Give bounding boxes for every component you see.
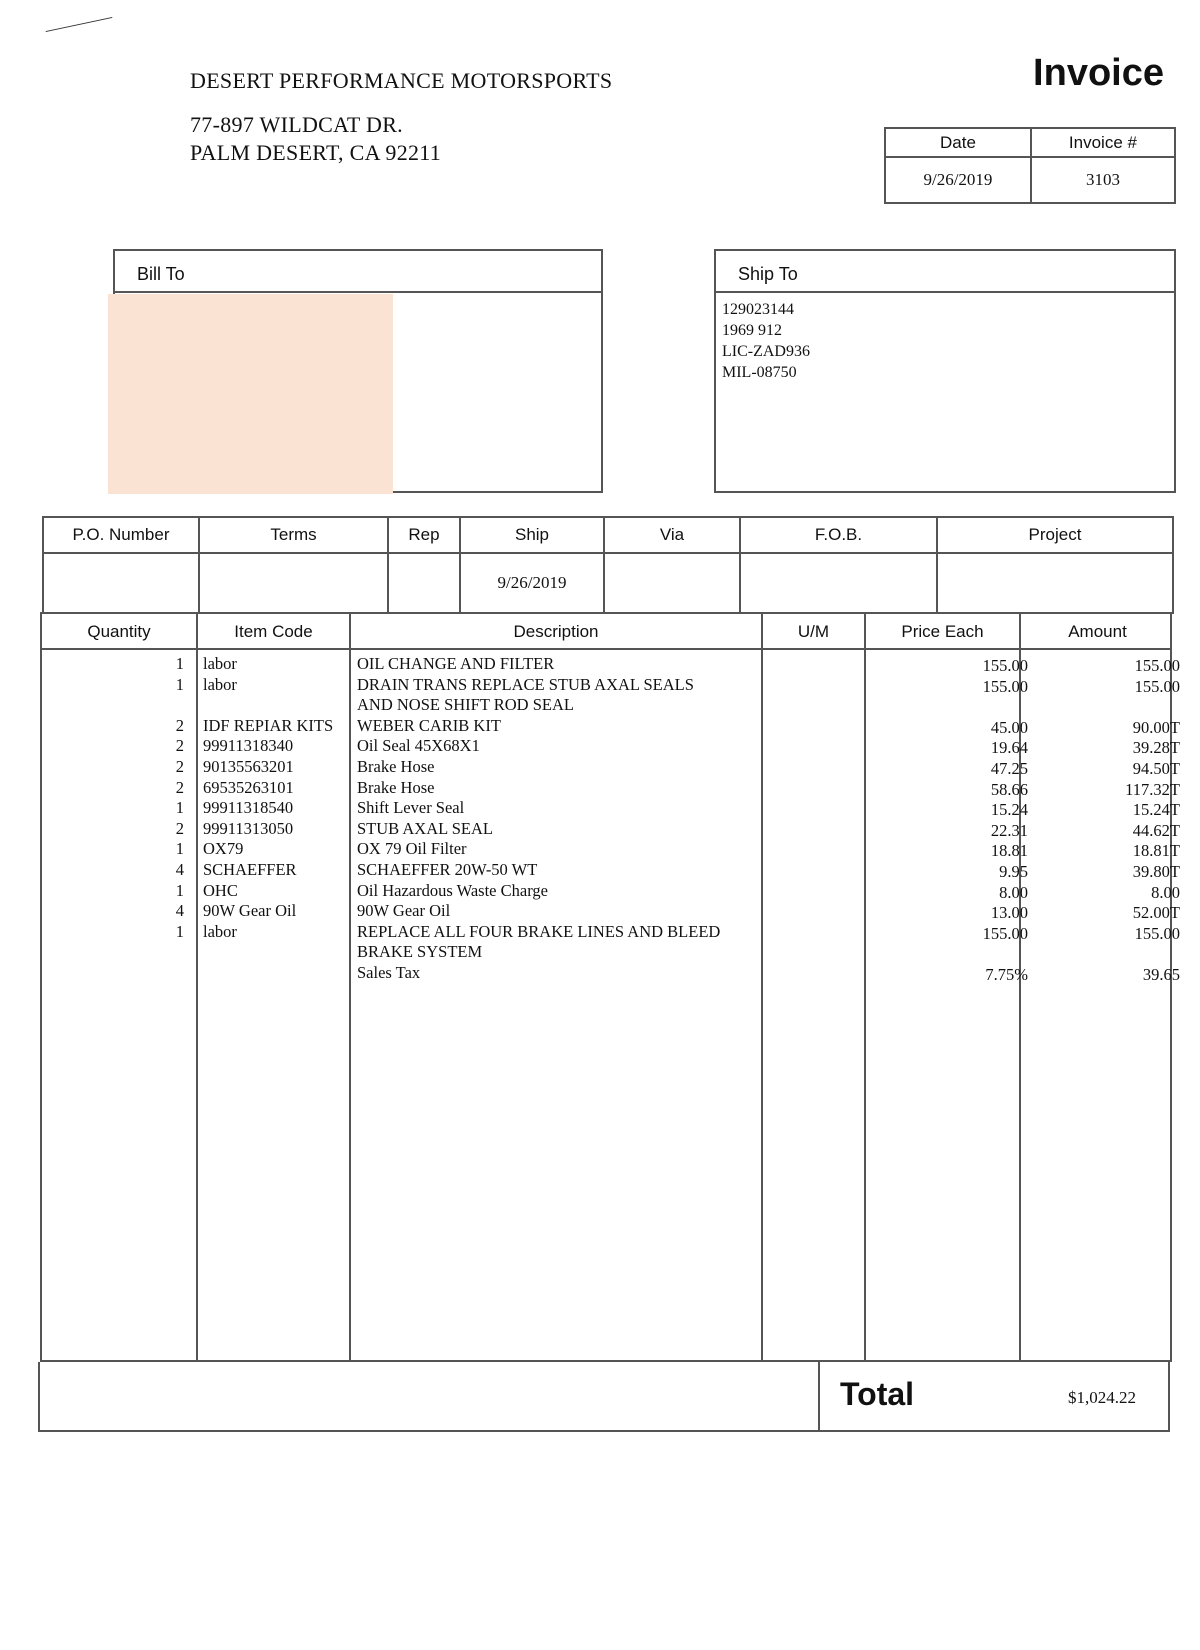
row-amount: 39.65 [1142, 965, 1180, 984]
table-row [42, 674, 1180, 716]
row-price-each: 9.95 [999, 862, 1028, 881]
company-address-line2: PALM DESERT, CA 92211 [190, 140, 442, 165]
row-amount: 15.24T [1132, 800, 1180, 820]
um-header: U/M [797, 622, 830, 641]
row-quantity: 1 [175, 674, 184, 694]
invoice-number-label: Invoice # [1031, 128, 1175, 157]
rep-header: Rep [388, 517, 460, 553]
rep-value [388, 553, 460, 613]
row-description: Brake Hose [357, 777, 435, 797]
table-row [42, 736, 1180, 758]
row-description: SCHAEFFER 20W-50 WT [357, 860, 538, 879]
row-quantity: 1 [175, 921, 184, 941]
project-value [937, 553, 1173, 613]
row-description: Brake Hose [357, 757, 435, 776]
row-item-code: IDF REPIAR KITS [203, 715, 334, 735]
row-description: STUB AXAL SEAL [357, 818, 493, 838]
row-amount: 155.00 [1134, 656, 1180, 675]
table-row [42, 654, 1180, 675]
row-quantity: 1 [175, 880, 184, 900]
row-amount: 90.00T [1132, 717, 1180, 737]
ship-to-line: 1969 912 [722, 322, 782, 339]
row-description: BRAKE SYSTEM [357, 942, 483, 962]
row-amount: 44.62T [1132, 820, 1180, 840]
amount-header: Amount [1068, 622, 1127, 641]
bill-to-label: Bill To [115, 251, 601, 293]
invoice-date: 9/26/2019 [885, 157, 1031, 203]
row-quantity: 1 [175, 654, 184, 673]
item-code-header: Item Code [234, 622, 313, 641]
table-row [42, 880, 1180, 902]
row-price-each: 18.81 [990, 841, 1028, 861]
table-row [42, 798, 1180, 820]
row-item-code: SCHAEFFER [203, 860, 297, 879]
row-price-each: 45.00 [990, 717, 1028, 737]
row-price-each: 7.75% [985, 965, 1028, 984]
line-items-table [40, 612, 1180, 1362]
row-amount: 39.80T [1132, 862, 1180, 881]
total-label: Total [840, 1376, 915, 1412]
row-amount: 94.50T [1132, 759, 1180, 778]
row-quantity: 2 [175, 777, 184, 797]
ship-to-label: Ship To [716, 251, 1174, 293]
row-item-code: 69535263101 [203, 777, 294, 797]
row-description: REPLACE ALL FOUR BRAKE LINES AND BLEED [357, 921, 721, 941]
table-row [42, 860, 1180, 881]
row-amount: 117.32T [1125, 779, 1180, 799]
row-amount: 18.81T [1132, 841, 1180, 861]
row-description: Oil Hazardous Waste Charge [357, 880, 548, 900]
row-quantity: 1 [175, 798, 184, 818]
row-amount: 8.00 [1151, 882, 1180, 902]
date-label: Date [885, 128, 1031, 157]
row-description: Sales Tax [357, 963, 421, 982]
row-description: OIL CHANGE AND FILTER [357, 654, 555, 673]
row-item-code: OX79 [203, 839, 244, 859]
po-number-header: P.O. Number [43, 517, 199, 553]
terms-value [199, 553, 388, 613]
row-price-each: 155.00 [982, 923, 1028, 943]
row-price-each: 19.64 [990, 738, 1028, 758]
company-name: DESERT PERFORMANCE MOTORSPORTS [190, 68, 613, 93]
terms-header: Terms [199, 517, 388, 553]
row-amount: 52.00T [1132, 903, 1180, 923]
row-description: Shift Lever Seal [357, 798, 465, 818]
row-price-each: 8.00 [999, 882, 1028, 902]
row-item-code: 99911318540 [203, 798, 294, 818]
row-description: OX 79 Oil Filter [357, 839, 467, 859]
table-row [42, 839, 1180, 861]
row-price-each: 58.66 [990, 779, 1028, 799]
po-number-value [43, 553, 199, 613]
redacted-area [108, 294, 393, 494]
quantity-header: Quantity [87, 622, 151, 641]
row-item-code: 99911318340 [203, 736, 294, 756]
row-price-each: 47.25 [990, 759, 1028, 778]
table-row [42, 777, 1180, 799]
table-row [42, 818, 1180, 840]
price-each-header: Price Each [901, 622, 984, 641]
row-price-each: 155.00 [982, 676, 1028, 696]
scan-mark [46, 17, 113, 32]
order-info-table [42, 516, 1174, 614]
row-item-code: OHC [203, 880, 238, 900]
row-item-code: 99911313050 [203, 818, 294, 838]
row-description: WEBER CARIB KIT [357, 715, 501, 735]
row-price-each: 15.24 [990, 800, 1028, 820]
table-row [42, 921, 1180, 963]
ship-to-line: MIL-08750 [722, 364, 797, 381]
total-row [38, 1362, 1170, 1432]
table-row [42, 715, 1180, 737]
row-quantity: 1 [175, 839, 184, 859]
row-quantity: 2 [175, 757, 184, 776]
fob-header: F.O.B. [740, 517, 937, 553]
row-quantity: 2 [175, 736, 184, 756]
table-row [42, 901, 1180, 923]
document-title: Invoice [1033, 52, 1164, 94]
row-description: AND NOSE SHIFT ROD SEAL [357, 695, 574, 715]
via-header: Via [604, 517, 740, 553]
row-quantity: 4 [175, 860, 184, 879]
row-description: 90W Gear Oil [357, 901, 451, 921]
row-item-code: labor [203, 654, 237, 673]
row-price-each: 13.00 [990, 903, 1028, 923]
row-description: Oil Seal 45X68X1 [357, 736, 480, 756]
row-item-code: 90135563201 [203, 757, 294, 776]
project-header: Project [937, 517, 1173, 553]
row-quantity: 4 [175, 901, 184, 921]
row-item-code: labor [203, 921, 237, 941]
ship-to-box [714, 249, 1176, 493]
total-value: $1,024.22 [1068, 1388, 1136, 1407]
row-amount: 39.28T [1132, 738, 1180, 758]
row-price-each: 155.00 [982, 656, 1028, 675]
via-value [604, 553, 740, 613]
row-item-code: 90W Gear Oil [203, 901, 297, 921]
invoice-number: 3103 [1031, 157, 1175, 203]
ship-date-value: 9/26/2019 [460, 553, 604, 613]
company-address-line1: 77-897 WILDCAT DR. [190, 112, 403, 137]
row-amount: 155.00 [1134, 676, 1180, 696]
row-item-code: labor [203, 674, 237, 694]
row-quantity: 2 [175, 715, 184, 735]
row-description: DRAIN TRANS REPLACE STUB AXAL SEALS [357, 674, 694, 694]
invoice-header-table [884, 127, 1176, 204]
table-row [42, 757, 1180, 778]
description-header: Description [513, 622, 599, 641]
row-price-each: 22.31 [990, 820, 1028, 840]
ship-header: Ship [460, 517, 604, 553]
row-quantity: 2 [175, 818, 184, 838]
row-amount: 155.00 [1134, 923, 1180, 943]
ship-to-line: 129023144 [722, 301, 794, 318]
fob-value [740, 553, 937, 613]
ship-to-line: LIC-ZAD936 [722, 343, 810, 360]
table-row [42, 963, 1180, 984]
